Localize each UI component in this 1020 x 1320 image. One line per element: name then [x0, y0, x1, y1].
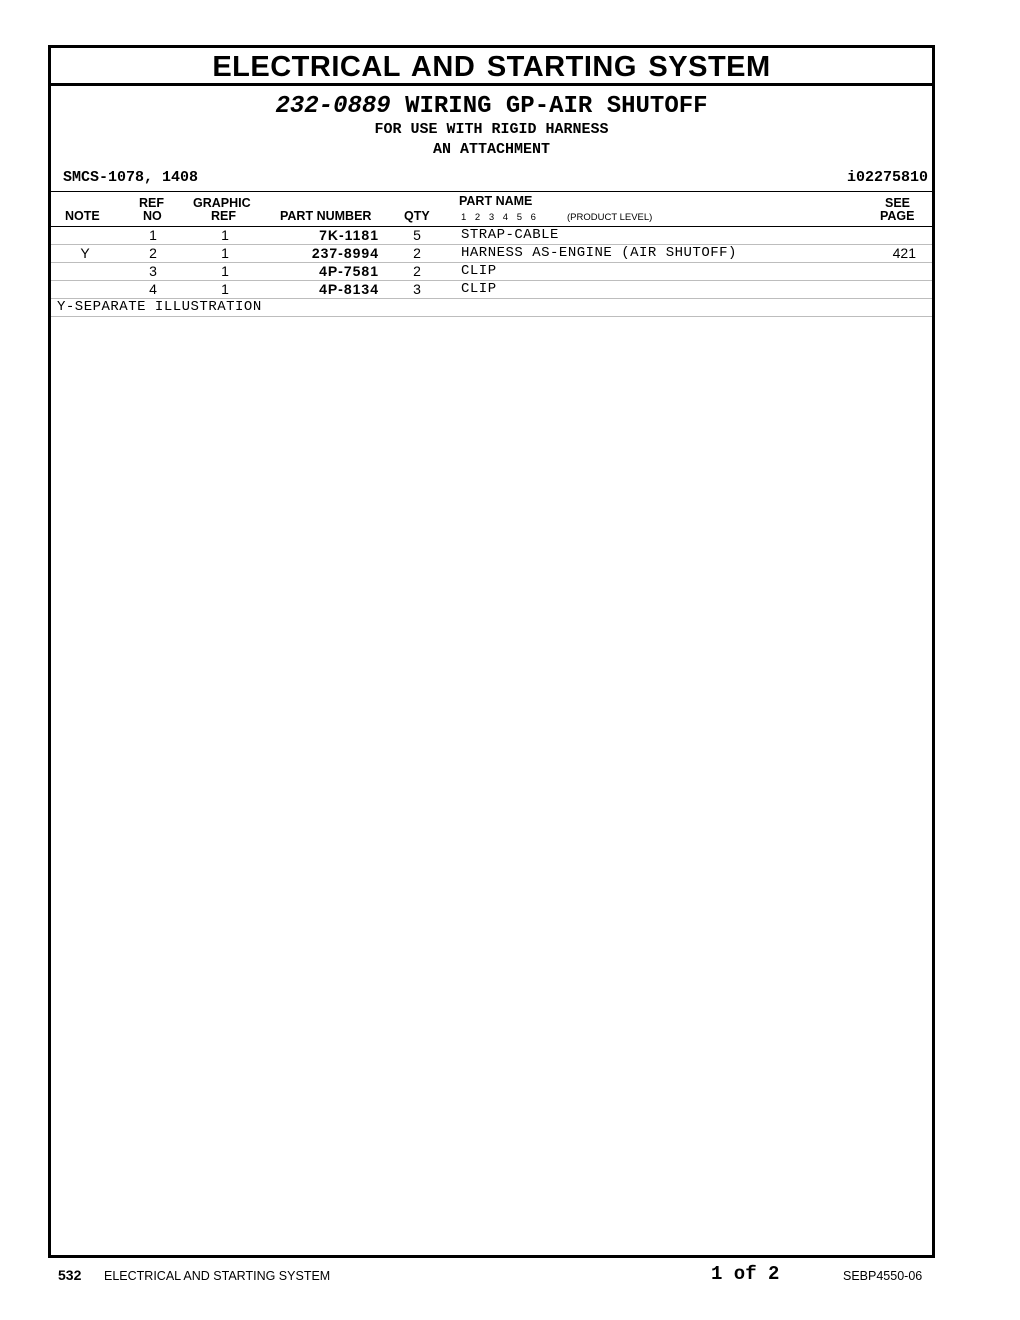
- col-graphic-bottom: REF: [211, 209, 236, 223]
- page-footer: [0, 1262, 1020, 1292]
- col-part-number: PART NUMBER: [280, 209, 372, 223]
- row-qty: 5: [413, 227, 421, 243]
- col-part-name: PART NAME: [459, 194, 533, 208]
- footer-sheet: 1 of 2: [711, 1263, 780, 1285]
- section-title: ELECTRICAL AND STARTING SYSTEM: [51, 48, 932, 86]
- row-part-number: 4P-7581: [319, 263, 379, 279]
- group-name: WIRING GP-AIR SHUTOFF: [405, 93, 708, 120]
- footer-doc-id: SEBP4550-06: [843, 1269, 923, 1283]
- row-part-number: 237-8994: [311, 245, 379, 261]
- col-see-bottom: PAGE: [880, 209, 915, 223]
- row-part-number: 4P-8134: [319, 281, 379, 297]
- legend-row: [51, 299, 932, 317]
- col-product-levels: 1 2 3 4 5 6: [461, 212, 536, 223]
- smcs-code: SMCS-1078, 1408: [63, 169, 199, 186]
- row-ref-no: 4: [149, 281, 157, 297]
- col-qty: QTY: [404, 209, 430, 223]
- table-row: [51, 245, 932, 263]
- table-row: [51, 281, 932, 299]
- identifier-row: [63, 169, 928, 189]
- row-part-number: 7K-1181: [319, 227, 379, 243]
- col-ref-bottom: NO: [143, 209, 162, 223]
- group-number: 232-0889: [275, 93, 391, 120]
- page-frame: [48, 45, 935, 1258]
- row-see-page[interactable]: 421: [892, 245, 916, 261]
- row-graphic-ref: 1: [221, 263, 229, 279]
- row-qty: 2: [413, 263, 421, 279]
- group-subtitle-1: FOR USE WITH RIGID HARNESS: [374, 121, 609, 138]
- row-part-name: HARNESS AS-ENGINE (AIR SHUTOFF): [461, 245, 737, 261]
- row-note: Y: [80, 245, 90, 261]
- row-part-name: CLIP: [461, 281, 497, 297]
- parts-table-header: [51, 191, 932, 227]
- col-ref-top: REF: [139, 196, 164, 210]
- col-see-top: SEE: [885, 196, 911, 210]
- parts-table-body: [51, 227, 932, 317]
- row-qty: 3: [413, 281, 421, 297]
- row-qty: 2: [413, 245, 421, 261]
- col-product-level-label: (PRODUCT LEVEL): [567, 212, 653, 223]
- footer-page-number: 532: [58, 1267, 82, 1283]
- row-ref-no: 1: [149, 227, 157, 243]
- row-graphic-ref: 1: [221, 227, 229, 243]
- illustration-id: i02275810: [846, 169, 928, 186]
- group-title: [51, 94, 932, 120]
- table-row: [51, 227, 932, 245]
- footer-section: ELECTRICAL AND STARTING SYSTEM: [104, 1269, 331, 1283]
- col-note: NOTE: [65, 209, 100, 223]
- table-row: [51, 263, 932, 281]
- row-graphic-ref: 1: [221, 281, 229, 297]
- legend-text: Y-SEPARATE ILLUSTRATION: [57, 299, 262, 315]
- row-part-name: CLIP: [461, 263, 497, 279]
- row-ref-no: 2: [149, 245, 157, 261]
- group-subtitle-2: AN ATTACHMENT: [432, 141, 551, 158]
- row-ref-no: 3: [149, 263, 157, 279]
- row-part-name: STRAP-CABLE: [461, 227, 559, 243]
- row-graphic-ref: 1: [221, 245, 229, 261]
- group-header: [51, 94, 932, 160]
- col-graphic-top: GRAPHIC: [193, 196, 251, 210]
